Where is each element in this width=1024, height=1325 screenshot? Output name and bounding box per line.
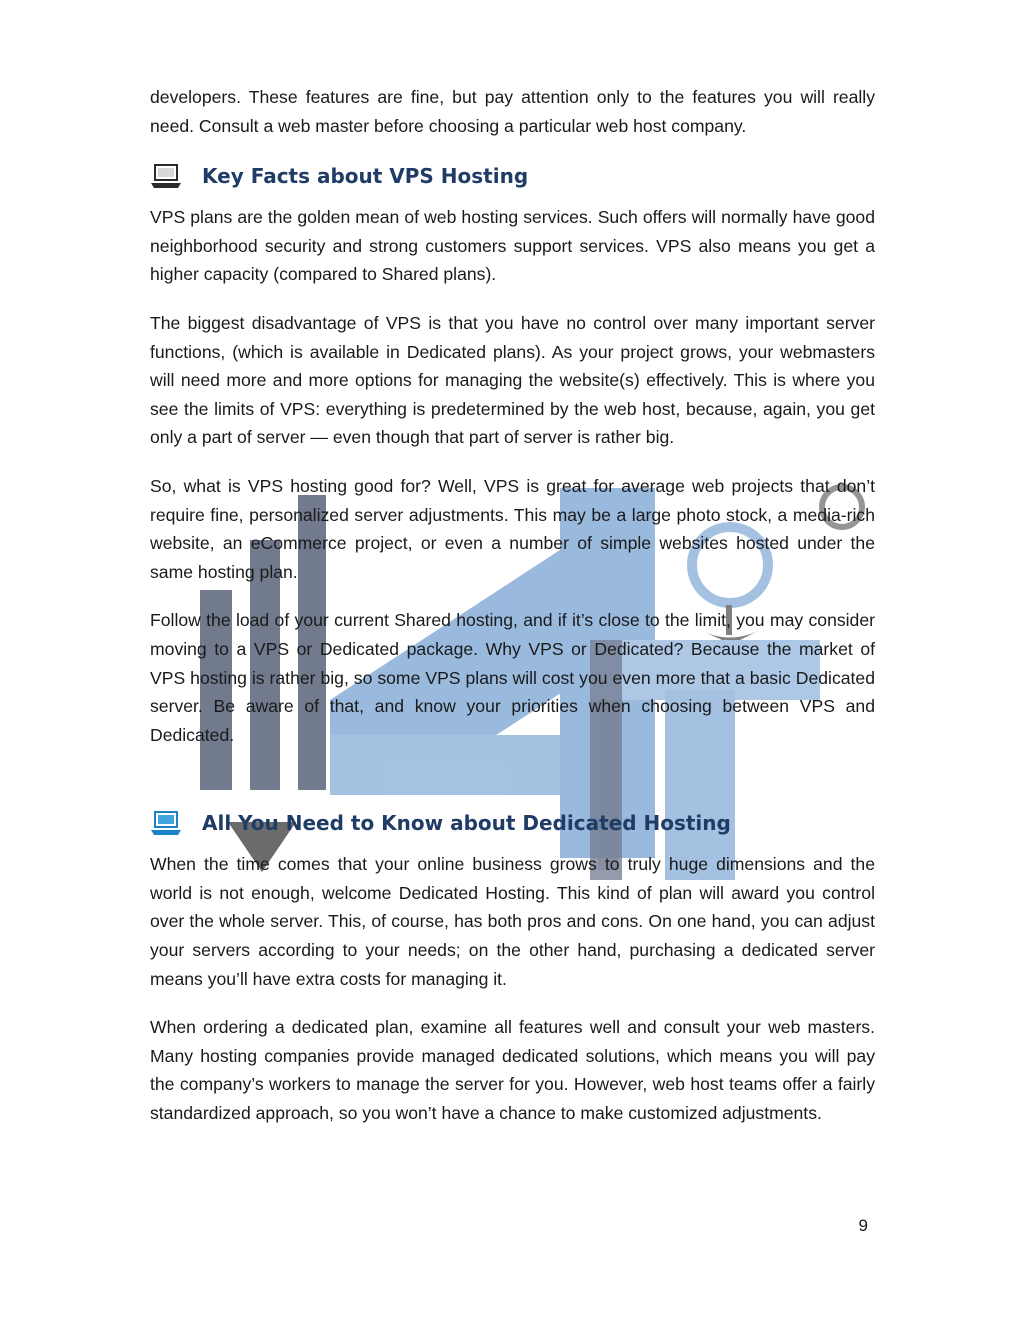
section-heading-text: All You Need to Know about Dedicated Hosting: [202, 811, 731, 836]
section-heading-vps: [150, 160, 875, 192]
laptop-icon: [150, 163, 182, 189]
paragraph: Follow the load of your current Shared hosting, and if it’s close to the limit, you may consider moving to a VPS or Dedicated package. Why VPS or Dedicated? Because the market of VPS hosting is rather big, so some VPS plans will cost you even more that a basic Dedicated server. Be aware of that, and know your priorities when choosing between VPS and Dedicated.: [150, 610, 875, 745]
section-heading-text: Key Facts about VPS Hosting: [202, 164, 529, 189]
page-number: 9: [858, 1216, 868, 1235]
paragraph: So, what is VPS hosting good for? Well, VPS is great for average web projects that don’t require fine, personalized server adjustments. This may be a large photo stock, a media-rich website, an eCommerce project, or even a number of simple websites hosted under the same hosting plan.: [150, 475, 875, 582]
laptop-icon: [150, 810, 182, 836]
paragraph: When ordering a dedicated plan, examine all features well and consult your web masters. Many hosting companies provide managed dedicated solutions, which means you will pay the company’s workers to manage the server for you. However, web host teams offer a fairly standardized approach, so you won’t have a chance to make customized adjustments.: [150, 1017, 875, 1124]
paragraph: The biggest disadvantage of VPS is that you have no control over many important server functions, (which is available in Dedicated plans). As your project grows, your webmasters will need more and more options for managing the website(s) effectively. This is where you see the limits of VPS: everything is predetermined by the web host, because, again, you get only a part of server — even though that part of server is rather big.: [150, 312, 875, 448]
paragraph: When the time comes that your online business grows to truly huge dimensions and the world is not enough, welcome Dedicated Hosting. This kind of plan will award you control over the whole server. This, of course, has both pros and cons. On one hand, you can adjust your servers according to your needs; on the other hand, purchasing a dedicated server means you’ll have extra costs for managing it.: [150, 854, 875, 989]
paragraph: VPS plans are the golden mean of web hosting services. Such offers will normally have good neighborhood security and strong customers support services. VPS also means you get a higher capacity (compared to Shared plans).: [150, 207, 875, 285]
section-heading-dedicated: [150, 807, 875, 839]
document-body: [150, 83, 875, 1128]
intro-paragraph: developers. These features are fine, but pay attention only to the features you will really need. Consult a web master before choosing a particular web host company.: [150, 87, 875, 136]
